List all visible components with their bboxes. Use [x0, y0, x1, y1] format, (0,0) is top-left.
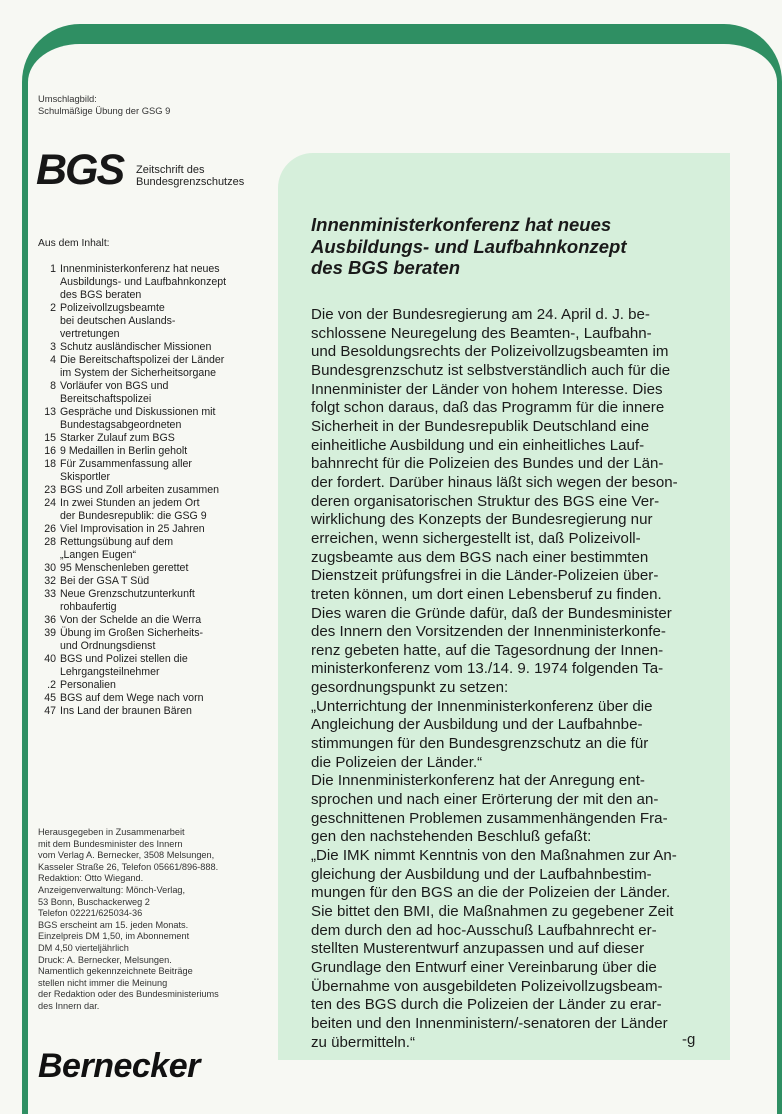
contents-page-number: 4 [50, 354, 56, 366]
contents-page-number: 8 [50, 380, 56, 392]
contents-item[interactable] [38, 354, 283, 380]
cover-caption-text: Schulmäßige Übung der GSG 9 [38, 105, 171, 116]
contents-page-number: 47 [44, 705, 56, 717]
bgs-logo: BGS [36, 146, 124, 194]
contents-item[interactable] [38, 614, 283, 627]
contents-page-number: 26 [44, 523, 56, 535]
contents-item-title: Für Zusammenfassung aller Skisportler [60, 458, 192, 483]
contents-page-number: 1 [50, 263, 56, 275]
contents-list [38, 263, 283, 718]
contents-item-title: Von der Schelde an die Werra [60, 614, 202, 626]
article-title-line-1: Innenministerkonferenz hat neues [311, 214, 612, 235]
contents-item[interactable] [38, 263, 283, 302]
cover-caption-label: Umschlagbild: [38, 93, 97, 104]
contents-item-title: Rettungsübung auf dem „Langen Eugen“ [60, 536, 174, 561]
contents-item[interactable] [38, 406, 283, 432]
contents-item[interactable] [38, 302, 283, 341]
contents-item[interactable] [38, 380, 283, 406]
contents-item[interactable] [38, 536, 283, 562]
contents-item-title: Innenministerkonferenz hat neues Ausbildungs- und Laufbahnkonzept des BGS beraten [60, 263, 227, 301]
article-title-line-3: des BGS beraten [311, 257, 461, 278]
contents-page-number: 13 [44, 406, 56, 418]
contents-item[interactable] [38, 679, 283, 692]
contents-page-number: 36 [44, 614, 56, 626]
contents-page-number: 30 [44, 562, 56, 574]
contents-item-title: In zwei Stunden an jedem Ort der Bundesrepublik: die GSG 9 [60, 497, 207, 522]
contents-item-title: Viel Improvisation in 25 Jahren [60, 523, 205, 535]
contents-item-title: Vorläufer von BGS und Bereitschaftspolizei [60, 380, 169, 405]
contents-page-number: 28 [44, 536, 56, 548]
contents-item-title: Neue Grenzschutzunterkunft rohbaufertig [60, 588, 195, 613]
contents-page-number: 33 [44, 588, 56, 600]
article-body: Die von der Bundesregierung am 24. April d. J. be- schlossene Neuregelung des Beamten-, Laufbahn- und Besoldungsrechts der Polizeivollzugsbeamten im Bundesgrenzschutz ist selbstverständlich auch für die Innenminister der Länder von hohem Interesse. Dies folgt schon daraus, daß das Programm für die innere Sicherheit in der Bundesrepublik Deutschland eine einheitliche Ausbildung und ein einheitliches Lauf- bahnrecht für die Polizeien des Bundes und der Län- der fordert. Darüber hinaus läßt sich wegen der beson- deren organisatorischen Struktur des BGS eine Ver- wirklichung des Konzepts der Bundesregierung nur erreichen, wenn sichergestellt ist, daß Polizeivoll- zugsbeamte aus dem BGS nach einer bestimmten Dienstzeit prüfungsfrei in die Länder-Polizeien über- treten können, um dort einen Lebensberuf zu finden. Dies waren die Gründe dafür, daß der Bundesminister des Innern den Vorsitzenden der Innenministerkonfe- renz gebeten hatte, auf die Tagesordnung der Innen- ministerkonferenz vom 13./14. 9. 1974 folgenden Ta- gesordnungspunkt zu setzen: „Unterrichtung der Innenministerkonferenz über die Angleichung der Ausbildung und der Laufbahnbe- stimmungen für den Bundesgrenzschutz an die für die Polizeien der Länder.“ Die Innenministerkonferenz hat der Anregung ent- sprochen und nach einer Erörterung der mit den an- geschnittenen Problemen zusammenhängenden Fra- gen den nachstehenden Beschluß gefaßt: „Die IMK nimmt Kenntnis von den Maßnahmen zur An- gleichung der Ausbildung und der Laufbahnbestim- mungen für den BGS an die der Polizeien der Länder. Sie bittet den BMI, die Maßnahmen zu gegebener Zeit dem durch den ad hoc-Ausschuß Laufbahnrecht er- stellten Musterentwurf anzupassen und auf dieser Grundlage den Entwurf einer Vereinbarung über die Übernahme von ausgebildeten Polizeivollzugsbeam- ten des BGS durch die Polizeien der Länder zu erar- beiten und den Innenministern/-senatoren der Länder zu übermitteln.“ [311, 306, 678, 1051]
contents-item[interactable] [38, 627, 283, 653]
publisher-logo: Bernecker [38, 1047, 200, 1085]
contents-item-title: BGS auf dem Wege nach vorn [60, 692, 204, 704]
contents-page-number: 15 [44, 432, 56, 444]
magazine-logo-block [36, 146, 286, 194]
contents-item[interactable] [38, 341, 283, 354]
contents-page-number: 40 [44, 653, 56, 665]
article-title [311, 214, 701, 279]
contents-item[interactable] [38, 562, 283, 575]
contents-page-number: 23 [44, 484, 56, 496]
contents-page-number: 24 [44, 497, 56, 509]
contents-page-number: 45 [44, 692, 56, 704]
magazine-subtitle-line-1: Zeitschrift des [136, 164, 205, 176]
contents-item-title: 9 Medaillen in Berlin geholt [60, 445, 188, 457]
contents-item-title: Gespräche und Diskussionen mit Bundestagsabgeordneten [60, 406, 216, 431]
contents-page-number: 32 [44, 575, 56, 587]
contents-item-title: Polizeivollzugsbeamte bei deutschen Auslands- vertretungen [60, 302, 176, 340]
magazine-subtitle [136, 164, 244, 188]
contents-item[interactable] [38, 588, 283, 614]
contents-item[interactable] [38, 523, 283, 536]
contents-item-title: Bei der GSA T Süd [60, 575, 150, 587]
contents-page-number: 2 [50, 302, 56, 314]
contents-item-title: Ins Land der braunen Bären [60, 705, 192, 717]
contents-item-title: 95 Menschenleben gerettet [60, 562, 189, 574]
contents-item[interactable] [38, 653, 283, 679]
contents-title: Aus dem Inhalt: [38, 238, 110, 249]
contents-item-title: Übung im Großen Sicherheits- und Ordnungsdienst [60, 627, 204, 652]
contents-item-title: Schutz ausländischer Missionen [60, 341, 212, 353]
contents-item-title: BGS und Polizei stellen die Lehrgangsteilnehmer [60, 653, 188, 678]
article-title-line-2: Ausbildungs- und Laufbahnkonzept [311, 235, 627, 257]
contents-item-title: Die Bereitschaftspolizei der Länder im System der Sicherheitsorgane [60, 354, 225, 379]
contents-item-title: Starker Zulauf zum BGS [60, 432, 175, 444]
contents-item[interactable] [38, 458, 283, 484]
contents-item-title: BGS und Zoll arbeiten zusammen [60, 484, 219, 496]
contents-item[interactable] [38, 692, 283, 705]
contents-item[interactable] [38, 484, 283, 497]
magazine-subtitle-line-2: Bundesgrenzschutzes [136, 176, 245, 188]
contents-page-number: .2 [47, 679, 56, 691]
contents-item[interactable] [38, 575, 283, 588]
contents-page-number: 3 [50, 341, 56, 353]
contents-item[interactable] [38, 705, 283, 718]
article-signature: -g [682, 1031, 696, 1048]
contents-item[interactable] [38, 445, 283, 458]
contents-page-number: 39 [44, 627, 56, 639]
contents-item[interactable] [38, 432, 283, 445]
contents-item-title: Personalien [60, 679, 116, 691]
contents-page-number: 18 [44, 458, 56, 470]
cover-caption [38, 93, 288, 117]
contents-item[interactable] [38, 497, 283, 523]
contents-page-number: 16 [44, 445, 56, 457]
masthead-imprint: Herausgegeben in Zusammenarbeit mit dem Bundesminister des Innern vom Verlag A. Bernecker, 3508 Melsungen, Kasseler Straße 26, Telefon 05661/896-888. Redaktion: Otto Wiegand. Anzeigenverwaltung: Mönch-Verlag, 53 Bonn, Buschackerweg 2 Telefon 02221/625034-36 BGS erscheint am 15. jeden Monats. Einzelpreis DM 1,50, im Abonnement DM 4,50 vierteljährlich Druck: A. Bernecker, Melsungen. Namentlich gekennzeichnete Beiträge stellen nicht immer die Meinung der Redaktion oder des Bundesministeriums des Innern dar. [38, 827, 219, 1011]
